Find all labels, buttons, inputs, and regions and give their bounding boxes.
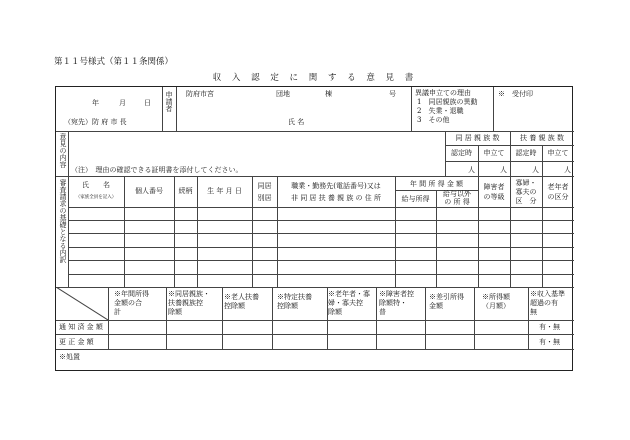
- rule: [68, 131, 69, 176]
- col-elderly-category: の区分: [547, 193, 569, 201]
- opinion-label: 意見の内容: [59, 133, 67, 168]
- col-name: 氏 名: [82, 181, 110, 189]
- summary-header: ※所得額 （月額）: [482, 293, 510, 310]
- rule: [176, 87, 177, 131]
- rule: [56, 131, 574, 132]
- rule: [376, 287, 377, 349]
- rule: [222, 287, 223, 349]
- building-label: 棟: [325, 90, 332, 98]
- diagonal-corner: [56, 287, 108, 320]
- address-field[interactable]: 防府市宮: [186, 90, 214, 98]
- col-widow-category: 寡婦・: [515, 179, 537, 187]
- rule: [425, 287, 426, 349]
- rule: [166, 287, 167, 349]
- cohabiting-count-header: 同 居 親 族 数: [455, 134, 500, 142]
- col-birthdate: 生 年 月 日: [207, 187, 242, 195]
- subheader-certified: 認定時: [451, 149, 472, 157]
- table-row-rule: [68, 260, 574, 261]
- col-relation: 続柄: [178, 187, 193, 195]
- rule: [411, 87, 412, 131]
- rule: [493, 87, 494, 131]
- yes-no-option[interactable]: 有・無: [539, 338, 560, 346]
- col-nonresident-address: 非 同 居 扶 養 親 族 の 住 所: [290, 194, 382, 202]
- table-row-rule: [68, 220, 574, 221]
- col-widow-category: 区 分: [515, 197, 537, 205]
- applicant-name-label: 氏 名: [288, 118, 305, 126]
- col-elderly-category: 老年者: [547, 183, 569, 191]
- rule: [445, 161, 574, 162]
- rule: [56, 334, 574, 335]
- subheader-claimed: 申立て: [483, 149, 505, 157]
- unit-person: 人: [532, 166, 539, 174]
- unit-person: 人: [564, 166, 571, 174]
- opinion-form-sheet: [55, 86, 573, 371]
- rule: [56, 287, 574, 288]
- reason-option[interactable]: 2 失業・退職: [417, 107, 464, 115]
- unit-person: 人: [500, 166, 507, 174]
- dependent-count-header: 扶 養 親 族 数: [520, 134, 564, 142]
- disposition-label: ※処置: [59, 353, 80, 361]
- summary-header: ※特定扶養 控除額: [277, 293, 312, 310]
- col-separate: 別居: [257, 194, 272, 202]
- col-name-note: （家族全員を記入）: [75, 195, 117, 200]
- addressee: （宛先）防 府 市 長: [64, 118, 127, 126]
- col-other-income: の 所 得: [444, 198, 470, 206]
- rule: [277, 176, 278, 287]
- rule: [162, 87, 163, 131]
- danchi-label: 団地: [276, 90, 290, 98]
- received-stamp-label: ※ 受付印: [498, 90, 533, 98]
- attachment-note: （注） 理由の確認できる証明書を添付してください。: [71, 166, 243, 174]
- table-row-rule: [68, 274, 574, 275]
- row-notified-amount: 通 知 済 金 額: [59, 323, 103, 331]
- summary-header: ※老年者・寡 婦・寡夫控 除額: [328, 290, 370, 316]
- table-row-rule: [68, 233, 574, 234]
- unit-person: 人: [468, 166, 475, 174]
- rule: [272, 287, 273, 349]
- summary-header: ※障害者控 除額特・ 普: [379, 290, 414, 316]
- summary-header: ※同居親族・ 扶養親族控 除額: [168, 290, 210, 316]
- reason-option[interactable]: 1 同居親族の異動: [417, 98, 478, 106]
- date-year: 年: [92, 99, 99, 107]
- table-row-rule: [68, 247, 574, 248]
- col-disability-grade: の等級: [483, 193, 505, 201]
- row-corrected-amount: 更 正 金 額: [59, 338, 94, 346]
- col-personal-number: 個人番号: [135, 187, 163, 195]
- summary-header: ※収入基準 超過の有 無: [530, 290, 565, 316]
- review-label: 審査請求の基礎となる内訳: [59, 179, 67, 263]
- rule: [474, 287, 475, 349]
- col-salary-income: 給与所得: [401, 195, 430, 203]
- rule: [56, 349, 574, 350]
- rule: [68, 176, 69, 287]
- rule: [395, 176, 396, 287]
- subheader-certified: 認定時: [515, 149, 537, 157]
- rule: [252, 176, 253, 287]
- col-occupation: 職業・勤務先(電話番号)又は: [291, 182, 381, 190]
- col-widow-category: 寡夫の: [515, 188, 537, 196]
- form-number: 第１１号様式（第１１条関係）: [54, 57, 174, 67]
- yes-no-option[interactable]: 有・無: [539, 323, 560, 331]
- subheader-claimed: 申立て: [547, 149, 569, 157]
- reason-option[interactable]: 3 その他: [417, 116, 450, 124]
- reason-title: 異議申立ての理由: [415, 89, 471, 97]
- rule: [108, 287, 109, 349]
- room-label: 号: [389, 90, 396, 98]
- summary-header: ※差引所得 金額: [429, 293, 464, 310]
- col-cohabit: 同居: [257, 182, 272, 190]
- rule: [56, 176, 574, 177]
- rule: [445, 145, 574, 146]
- table-row-rule: [68, 207, 574, 208]
- col-disability-grade: 障害者: [483, 183, 505, 191]
- applicant-label: 申請者: [165, 91, 173, 112]
- col-other-income: 給与以外: [443, 190, 471, 198]
- form-title: 収 入 認 定 に 関 す る 意 見 書: [212, 73, 418, 83]
- col-annual-income: 年 間 所 得 金 額: [409, 180, 464, 188]
- date-day: 日: [144, 99, 151, 107]
- summary-header: ※老人扶養 控除額: [224, 293, 259, 310]
- date-month: 月: [119, 99, 126, 107]
- summary-header: ※年間所得 金額の合 計: [114, 290, 149, 316]
- rule: [528, 287, 529, 349]
- rule: [56, 320, 574, 321]
